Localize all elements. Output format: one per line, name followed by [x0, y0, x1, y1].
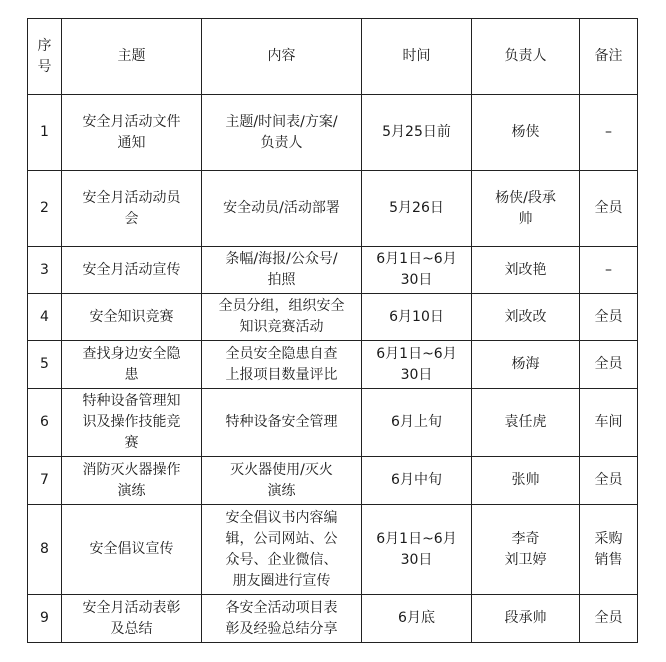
- cell-theme-line: 会: [124, 210, 139, 227]
- cell-content-line: 朋友圈进行宣传: [232, 572, 331, 589]
- cell-content-line: 负责人: [260, 134, 303, 151]
- cell-note-line: 全员: [594, 610, 623, 626]
- cell-content: [202, 294, 362, 341]
- cell-time: [362, 294, 472, 341]
- cell-content: [202, 595, 362, 643]
- cell-content-line: 各安全活动项目表: [225, 599, 338, 616]
- cell-content-line: 全员分组，组织安全: [218, 298, 345, 314]
- activity-plan-table: [27, 18, 638, 643]
- cell-index: [28, 171, 62, 247]
- cell-index: [28, 389, 62, 457]
- cell-index: [28, 457, 62, 505]
- cell-content-line: 演练: [267, 482, 296, 499]
- cell-time-line: 30日: [400, 272, 433, 288]
- cell-index-line: 4: [40, 308, 49, 325]
- cell-theme-line: 赛: [124, 435, 139, 451]
- cell-theme-line: 安全月活动表彰: [82, 599, 181, 616]
- table-row: [28, 95, 638, 171]
- cell-index-line: 6: [40, 414, 49, 430]
- table-row: [28, 505, 638, 595]
- cell-index: [28, 505, 62, 595]
- cell-time-line: 5月26日: [389, 200, 444, 216]
- cell-index: [28, 294, 62, 341]
- cell-owner-line: 段承帅: [504, 610, 547, 626]
- cell-content-line: 主题/时间表/方案/: [225, 113, 338, 130]
- table-row: [28, 294, 638, 341]
- cell-note: [580, 95, 638, 171]
- cell-content-line: 彰及经验总结分享: [225, 620, 338, 637]
- cell-time: [362, 247, 472, 294]
- cell-theme-line: 消防灭火器操作: [82, 461, 181, 478]
- cell-content-line: 众号、企业微信、: [225, 551, 338, 568]
- cell-theme-line: 安全月活动宣传: [82, 261, 181, 278]
- cell-theme-line: 及总结: [110, 620, 153, 637]
- header-index: [28, 19, 62, 95]
- cell-note: [580, 457, 638, 505]
- cell-index-line: 3: [40, 261, 49, 278]
- table-row: [28, 389, 638, 457]
- cell-theme: [62, 457, 202, 505]
- cell-theme: [62, 95, 202, 171]
- cell-content: [202, 341, 362, 389]
- cell-time-line: 6月1日~6月: [376, 251, 457, 267]
- cell-note: [580, 389, 638, 457]
- cell-owner: [472, 294, 580, 341]
- cell-owner: [472, 171, 580, 247]
- table-row: [28, 341, 638, 389]
- cell-time: [362, 389, 472, 457]
- cell-owner-line: 杨侠/段承: [495, 189, 556, 206]
- cell-index: [28, 341, 62, 389]
- cell-theme-line: 安全知识竞赛: [89, 308, 174, 325]
- cell-index-line: 5: [40, 356, 49, 372]
- table-row: [28, 595, 638, 643]
- cell-owner: [472, 341, 580, 389]
- cell-owner-line: 帅: [518, 210, 533, 227]
- cell-owner-line: 袁任虎: [504, 414, 547, 430]
- header-index-line: 序: [37, 37, 52, 54]
- cell-owner-line: 刘改改: [504, 308, 547, 325]
- cell-note: [580, 505, 638, 595]
- cell-note: [580, 595, 638, 643]
- header-index-line: 号: [37, 58, 52, 75]
- cell-owner: [472, 457, 580, 505]
- cell-theme: [62, 505, 202, 595]
- cell-content-line: 拍照: [267, 272, 296, 288]
- cell-note: [580, 171, 638, 247]
- cell-owner-line: 李奇: [511, 530, 540, 547]
- cell-note: [580, 294, 638, 341]
- cell-index-line: 9: [40, 610, 49, 626]
- cell-theme: [62, 389, 202, 457]
- cell-content: [202, 457, 362, 505]
- cell-owner: [472, 247, 580, 294]
- cell-theme: [62, 171, 202, 247]
- cell-index-line: 7: [40, 472, 49, 488]
- cell-theme-line: 通知: [117, 134, 146, 151]
- cell-owner: [472, 505, 580, 595]
- cell-theme-line: 安全月活动动员: [82, 189, 181, 206]
- cell-content-line: 全员安全隐患自查: [225, 345, 338, 362]
- cell-theme-line: 识及操作技能竞: [82, 414, 181, 430]
- table-row: [28, 247, 638, 294]
- cell-theme: [62, 341, 202, 389]
- header-owner: 负责人: [472, 19, 580, 95]
- cell-note-line: –: [605, 261, 612, 278]
- cell-theme-line: 特种设备管理知: [82, 393, 181, 409]
- cell-time-line: 30日: [400, 366, 433, 383]
- cell-theme-line: 安全月活动文件: [82, 113, 181, 130]
- cell-time-line: 30日: [400, 551, 433, 568]
- cell-content: [202, 95, 362, 171]
- cell-owner: [472, 95, 580, 171]
- cell-time: [362, 95, 472, 171]
- cell-owner: [472, 595, 580, 643]
- cell-owner-line: 刘卫婷: [504, 551, 547, 568]
- cell-time-line: 6月10日: [389, 308, 444, 325]
- cell-theme-line: 安全倡议宣传: [89, 541, 174, 557]
- cell-time-line: 6月1日~6月: [376, 530, 457, 547]
- cell-time-line: 6月1日~6月: [376, 345, 457, 362]
- header-row: [28, 19, 638, 95]
- cell-time-line: 5月25日前: [382, 124, 451, 140]
- cell-time: [362, 171, 472, 247]
- cell-theme: [62, 294, 202, 341]
- cell-content-line: 特种设备安全管理: [225, 414, 338, 430]
- cell-theme-line: 查找身边安全隐: [82, 345, 181, 362]
- table-row: [28, 457, 638, 505]
- cell-index: [28, 95, 62, 171]
- cell-content-line: 安全动员/活动部署: [223, 200, 340, 216]
- cell-theme: [62, 595, 202, 643]
- cell-note-line: 全员: [594, 308, 623, 325]
- cell-note-line: 全员: [594, 200, 623, 216]
- cell-content: [202, 171, 362, 247]
- cell-content: [202, 389, 362, 457]
- cell-note-line: –: [605, 124, 612, 140]
- cell-content-line: 条幅/海报/公众号/: [225, 251, 338, 267]
- cell-owner-line: 刘改艳: [504, 261, 547, 278]
- cell-owner-line: 张帅: [511, 472, 540, 488]
- header-content: 内容: [202, 19, 362, 95]
- header-note: 备注: [580, 19, 638, 95]
- cell-index-line: 2: [40, 200, 49, 216]
- header-time: 时间: [362, 19, 472, 95]
- cell-note-line: 全员: [594, 356, 623, 372]
- cell-time: [362, 505, 472, 595]
- cell-content-line: 灭火器使用/灭火: [230, 461, 333, 478]
- cell-note: [580, 247, 638, 294]
- cell-index-line: 1: [40, 124, 49, 140]
- cell-owner-line: 杨侠: [511, 124, 540, 140]
- cell-index: [28, 247, 62, 294]
- cell-time: [362, 341, 472, 389]
- cell-index-line: 8: [40, 541, 49, 557]
- cell-content: [202, 247, 362, 294]
- cell-index: [28, 595, 62, 643]
- cell-note-line: 销售: [594, 551, 623, 568]
- cell-theme-line: 患: [124, 366, 139, 383]
- cell-time-line: 6月上旬: [391, 414, 442, 430]
- cell-owner-line: 杨海: [511, 356, 540, 372]
- cell-time-line: 6月底: [398, 610, 435, 626]
- cell-note-line: 全员: [594, 472, 623, 488]
- cell-theme-line: 演练: [117, 482, 146, 499]
- cell-note: [580, 341, 638, 389]
- cell-time: [362, 595, 472, 643]
- cell-content-line: 知识竞赛活动: [239, 319, 324, 335]
- cell-time-line: 6月中旬: [391, 472, 442, 488]
- cell-content-line: 辑，公司网站、公: [225, 530, 338, 547]
- cell-note-line: 采购: [594, 530, 623, 547]
- cell-theme: [62, 247, 202, 294]
- cell-content: [202, 505, 362, 595]
- header-theme: 主题: [62, 19, 202, 95]
- cell-owner: [472, 389, 580, 457]
- table-row: [28, 171, 638, 247]
- cell-note-line: 车间: [594, 414, 623, 430]
- cell-time: [362, 457, 472, 505]
- cell-content-line: 上报项目数量评比: [225, 366, 338, 383]
- cell-content-line: 安全倡议书内容编: [225, 509, 338, 526]
